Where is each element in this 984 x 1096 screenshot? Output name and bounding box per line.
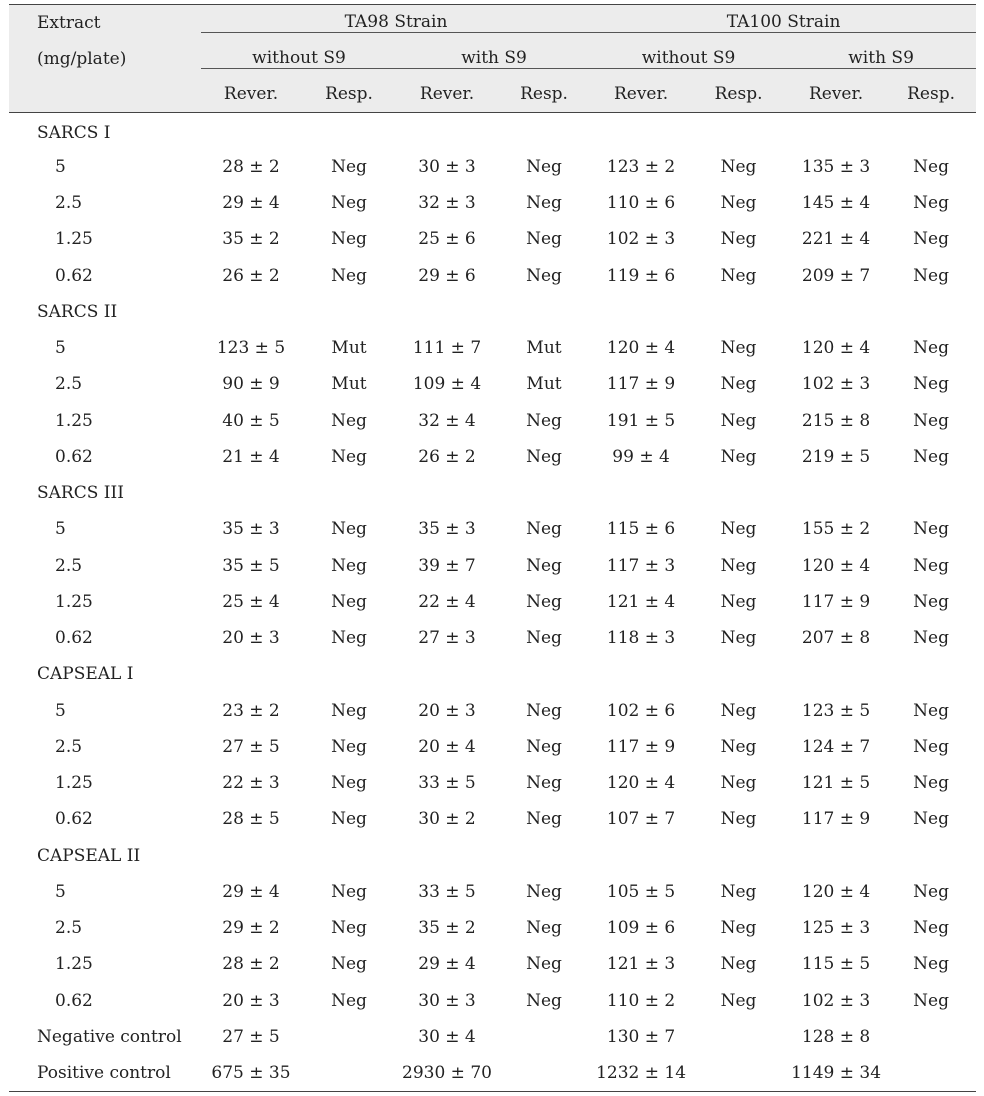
dose-cell: 5 [55,881,66,902]
response-cell: Neg [526,193,562,214]
results-table [9,4,976,1092]
response-cell: Neg [720,229,757,250]
response-cell: Neg [526,519,562,540]
sub-header: without S9 [591,41,786,77]
column-header: Rever. [223,84,279,105]
response-cell: Neg [720,773,757,794]
response-cell: Neg [720,338,757,359]
dose-cell: 1.25 [55,410,93,431]
revertant-cell: 40 ± 5 [222,410,280,431]
response-cell: Neg [331,990,367,1011]
revertant-cell: 33 ± 5 [418,881,476,902]
dose-cell: 1.25 [55,954,93,975]
response-cell: Neg [526,156,562,177]
control-label: Positive control [37,1062,171,1083]
revertant-cell: 30 ± 3 [418,156,476,177]
table-row [9,330,976,366]
table-row [9,439,976,475]
response-cell: Neg [331,918,367,939]
revertant-cell: 123 ± 5 [216,338,286,359]
column-header: Rever. [419,84,475,105]
response-cell: Mut [526,338,562,359]
dose-cell: 1.25 [55,229,93,250]
response-cell: Neg [331,229,367,250]
response-cell [886,1055,976,1091]
response-cell: Neg [331,591,367,612]
response-cell: Neg [913,193,949,214]
column-header: Resp. [520,84,568,105]
dose-cell: 2.5 [55,374,83,395]
table-row [9,149,976,185]
revertant-cell: 26 ± 2 [418,446,476,467]
response-cell: Neg [526,990,562,1011]
dose-cell: 5 [55,519,66,540]
revertant-cell: 219 ± 5 [801,446,871,467]
revertant-cell: 120 ± 4 [606,338,676,359]
revertant-cell: 221 ± 4 [801,229,871,250]
response-cell: Neg [526,918,562,939]
revertant-cell: 207 ± 8 [801,628,871,649]
response-cell: Neg [913,374,949,395]
strain-ta100-label: TA100 Strain [591,12,976,33]
response-cell: Neg [331,736,367,757]
revertant-cell: 30 ± 3 [418,990,476,1011]
revertant-cell: 39 ± 7 [418,555,476,576]
response-cell: Neg [913,954,949,975]
response-cell: Neg [526,773,562,794]
dose-cell: 1.25 [55,591,93,612]
dose-cell: 1.25 [55,773,93,794]
response-cell: Neg [913,628,949,649]
response-cell: Neg [331,628,367,649]
response-cell: Neg [720,555,757,576]
dose-cell: 5 [55,338,66,359]
revertant-cell: 111 ± 7 [412,338,482,359]
response-cell: Neg [331,410,367,431]
revertant-cell: 25 ± 6 [418,229,476,250]
revertant-cell: 123 ± 2 [606,156,676,177]
revertant-cell: 115 ± 6 [606,519,676,540]
group-header-row [9,838,976,874]
response-cell: Neg [913,881,949,902]
revertant-cell: 27 ± 5 [222,1026,280,1047]
revertant-cell: 32 ± 3 [418,193,476,214]
response-cell [691,1055,786,1091]
revertant-cell: 21 ± 4 [222,446,280,467]
dose-cell: 2.5 [55,918,83,939]
response-cell: Neg [331,954,367,975]
revertant-cell: 155 ± 2 [801,519,871,540]
response-cell: Neg [720,700,757,721]
response-cell [301,1019,397,1055]
group-name: SARCS II [37,301,118,322]
revertant-cell: 102 ± 3 [801,990,871,1011]
response-cell: Neg [913,265,949,286]
column-header: Resp. [325,84,373,105]
control-label: Negative control [37,1026,182,1047]
response-cell: Neg [331,446,367,467]
group-name: CAPSEAL II [37,845,141,866]
sub-header: without S9 [201,41,397,77]
table-header [9,5,976,113]
revertant-cell: 1232 ± 14 [596,1062,687,1083]
revertant-cell: 121 ± 3 [606,954,676,975]
table-row [9,983,976,1019]
revertant-cell: 125 ± 3 [801,918,871,939]
revertant-cell: 27 ± 5 [222,736,280,757]
revertant-cell: 117 ± 9 [801,591,871,612]
strain-ta98-label: TA98 Strain [201,12,591,33]
revertant-cell: 25 ± 4 [222,591,280,612]
response-cell [886,1019,976,1055]
revertant-cell: 29 ± 4 [222,193,280,214]
dose-cell: 2.5 [55,193,83,214]
column-header: Rever. [613,84,669,105]
response-cell: Neg [720,193,757,214]
table-row [9,946,976,982]
response-cell: Neg [526,591,562,612]
revertant-cell: 29 ± 2 [222,918,280,939]
revertant-cell: 105 ± 5 [606,881,676,902]
control-row [9,1019,976,1055]
response-cell: Neg [526,954,562,975]
revertant-cell: 26 ± 2 [222,265,280,286]
table-row [9,548,976,584]
response-cell: Neg [526,410,562,431]
column-header: Rever. [808,84,864,105]
response-cell: Neg [913,156,949,177]
table-row [9,729,976,765]
revertant-cell: 135 ± 3 [801,156,871,177]
revertant-cell: 20 ± 3 [418,700,476,721]
revertant-cell: 35 ± 2 [222,229,280,250]
revertant-cell: 120 ± 4 [801,881,871,902]
revertant-cell: 32 ± 4 [418,410,476,431]
response-cell: Neg [331,773,367,794]
response-cell: Neg [720,446,757,467]
response-cell: Neg [720,156,757,177]
response-cell: Neg [913,773,949,794]
column-header: Resp. [714,84,763,105]
revertant-cell: 23 ± 2 [222,700,280,721]
extract-header [9,5,201,113]
response-cell [497,1019,591,1055]
table-row [9,765,976,801]
response-cell: Neg [913,410,949,431]
revertant-cell: 102 ± 3 [801,374,871,395]
extract-header-line1: Extract [37,13,101,33]
response-cell: Neg [720,519,757,540]
revertant-cell: 28 ± 2 [222,156,280,177]
table-body [9,113,976,1092]
revertant-cell: 109 ± 4 [412,374,482,395]
response-cell: Neg [720,374,757,395]
revertant-cell: 191 ± 5 [606,410,676,431]
dose-cell: 2.5 [55,555,83,576]
response-cell: Neg [720,265,757,286]
revertant-cell: 117 ± 9 [606,736,676,757]
sub-header: with S9 [397,41,591,77]
strain-ta98-header [201,5,591,41]
revertant-cell: 118 ± 3 [606,628,676,649]
group-name: SARCS I [37,122,111,143]
response-cell: Neg [526,809,562,830]
extract-header-line2: (mg/plate) [37,49,127,69]
column-header: Resp. [907,84,955,105]
table-row [9,584,976,620]
revertant-cell: 35 ± 3 [222,519,280,540]
dose-cell: 0.62 [55,446,93,467]
table-row [9,185,976,221]
response-cell: Neg [720,881,757,902]
response-cell: Neg [526,555,562,576]
revertant-cell: 22 ± 4 [418,591,476,612]
revertant-cell: 110 ± 2 [606,990,676,1011]
revertant-cell: 110 ± 6 [606,193,676,214]
revertant-cell: 121 ± 4 [606,591,676,612]
response-cell: Neg [913,736,949,757]
response-cell: Neg [331,193,367,214]
revertant-cell: 20 ± 3 [222,628,280,649]
revertant-cell: 20 ± 4 [418,736,476,757]
revertant-cell: 115 ± 5 [801,954,871,975]
table-row [9,620,976,656]
group-header-row [9,475,976,511]
revertant-cell: 29 ± 4 [222,881,280,902]
response-cell: Neg [720,410,757,431]
revertant-cell: 20 ± 3 [222,990,280,1011]
strain-ta100-header [591,5,976,41]
response-cell: Neg [913,338,949,359]
response-cell: Neg [913,990,949,1011]
response-cell: Neg [913,809,949,830]
response-cell: Neg [913,446,949,467]
revertant-cell: 1149 ± 34 [791,1062,882,1083]
group-header-row [9,113,976,149]
revertant-cell: 120 ± 4 [801,555,871,576]
response-cell: Neg [526,446,562,467]
revertant-cell: 29 ± 4 [418,954,476,975]
response-cell: Neg [526,736,562,757]
revertant-cell: 33 ± 5 [418,773,476,794]
dose-cell: 5 [55,156,66,177]
response-cell [301,1055,397,1091]
table-row [9,874,976,910]
revertant-cell: 120 ± 4 [606,773,676,794]
control-row [9,1055,976,1091]
revertant-cell: 107 ± 7 [606,809,676,830]
response-cell: Neg [913,519,949,540]
response-cell: Neg [331,519,367,540]
table-row [9,693,976,729]
response-cell: Mut [526,374,562,395]
table-row [9,511,976,547]
group-name: CAPSEAL I [37,664,134,685]
revertant-cell: 102 ± 6 [606,700,676,721]
revertant-cell: 22 ± 3 [222,773,280,794]
revertant-cell: 117 ± 3 [606,555,676,576]
revertant-cell: 119 ± 6 [606,265,676,286]
response-cell: Neg [720,809,757,830]
table-row [9,221,976,257]
dose-cell: 0.62 [55,628,93,649]
response-cell: Neg [331,156,367,177]
response-cell: Neg [331,555,367,576]
revertant-cell: 120 ± 4 [801,338,871,359]
revertant-cell: 124 ± 7 [801,736,871,757]
revertant-cell: 130 ± 7 [606,1026,676,1047]
response-cell: Neg [913,555,949,576]
revertant-cell: 215 ± 8 [801,410,871,431]
response-cell: Neg [720,918,757,939]
revertant-cell: 102 ± 3 [606,229,676,250]
response-cell [691,1019,786,1055]
response-cell: Neg [913,229,949,250]
response-cell: Neg [526,700,562,721]
table-row [9,366,976,402]
revertant-cell: 117 ± 9 [801,809,871,830]
table-row [9,801,976,837]
table-row [9,403,976,439]
revertant-cell: 90 ± 9 [222,374,280,395]
revertant-cell: 128 ± 8 [801,1026,871,1047]
response-cell: Neg [526,229,562,250]
response-cell: Neg [331,700,367,721]
dose-cell: 0.62 [55,809,93,830]
response-cell: Neg [913,700,949,721]
response-cell: Neg [526,628,562,649]
response-cell: Neg [331,881,367,902]
sub-header: with S9 [786,41,976,77]
revertant-cell: 209 ± 7 [801,265,871,286]
revertant-cell: 35 ± 3 [418,519,476,540]
response-cell: Neg [720,954,757,975]
revertant-cell: 28 ± 2 [222,954,280,975]
revertant-cell: 35 ± 5 [222,555,280,576]
revertant-cell: 117 ± 9 [606,374,676,395]
revertant-cell: 30 ± 4 [418,1026,476,1047]
revertant-cell: 675 ± 35 [211,1062,291,1083]
revertant-cell: 2930 ± 70 [402,1062,492,1083]
group-name: SARCS III [37,483,124,504]
revertant-cell: 145 ± 4 [801,193,871,214]
revertant-cell: 35 ± 2 [418,918,476,939]
response-cell: Neg [720,990,757,1011]
revertant-cell: 27 ± 3 [418,628,476,649]
table-row [9,258,976,294]
response-cell: Neg [526,265,562,286]
dose-cell: 0.62 [55,990,93,1011]
dose-cell: 5 [55,700,66,721]
revertant-cell: 121 ± 5 [801,773,871,794]
response-cell: Neg [331,809,367,830]
response-cell: Neg [913,918,949,939]
response-cell: Neg [720,736,757,757]
group-header-row [9,656,976,692]
dose-cell: 2.5 [55,736,83,757]
group-header-row [9,294,976,330]
response-cell: Mut [331,374,367,395]
response-cell: Neg [720,591,757,612]
response-cell: Neg [526,881,562,902]
revertant-cell: 28 ± 5 [222,809,280,830]
response-cell: Neg [331,265,367,286]
table-row [9,910,976,946]
results-table-container [9,4,976,1092]
revertant-cell: 109 ± 6 [606,918,676,939]
dose-cell: 0.62 [55,265,93,286]
revertant-cell: 29 ± 6 [418,265,476,286]
revertant-cell: 30 ± 2 [418,809,476,830]
response-cell [497,1055,591,1091]
revertant-cell: 99 ± 4 [612,446,670,467]
response-cell: Neg [913,591,949,612]
revertant-cell: 123 ± 5 [801,700,871,721]
response-cell: Mut [331,338,367,359]
response-cell: Neg [720,628,757,649]
